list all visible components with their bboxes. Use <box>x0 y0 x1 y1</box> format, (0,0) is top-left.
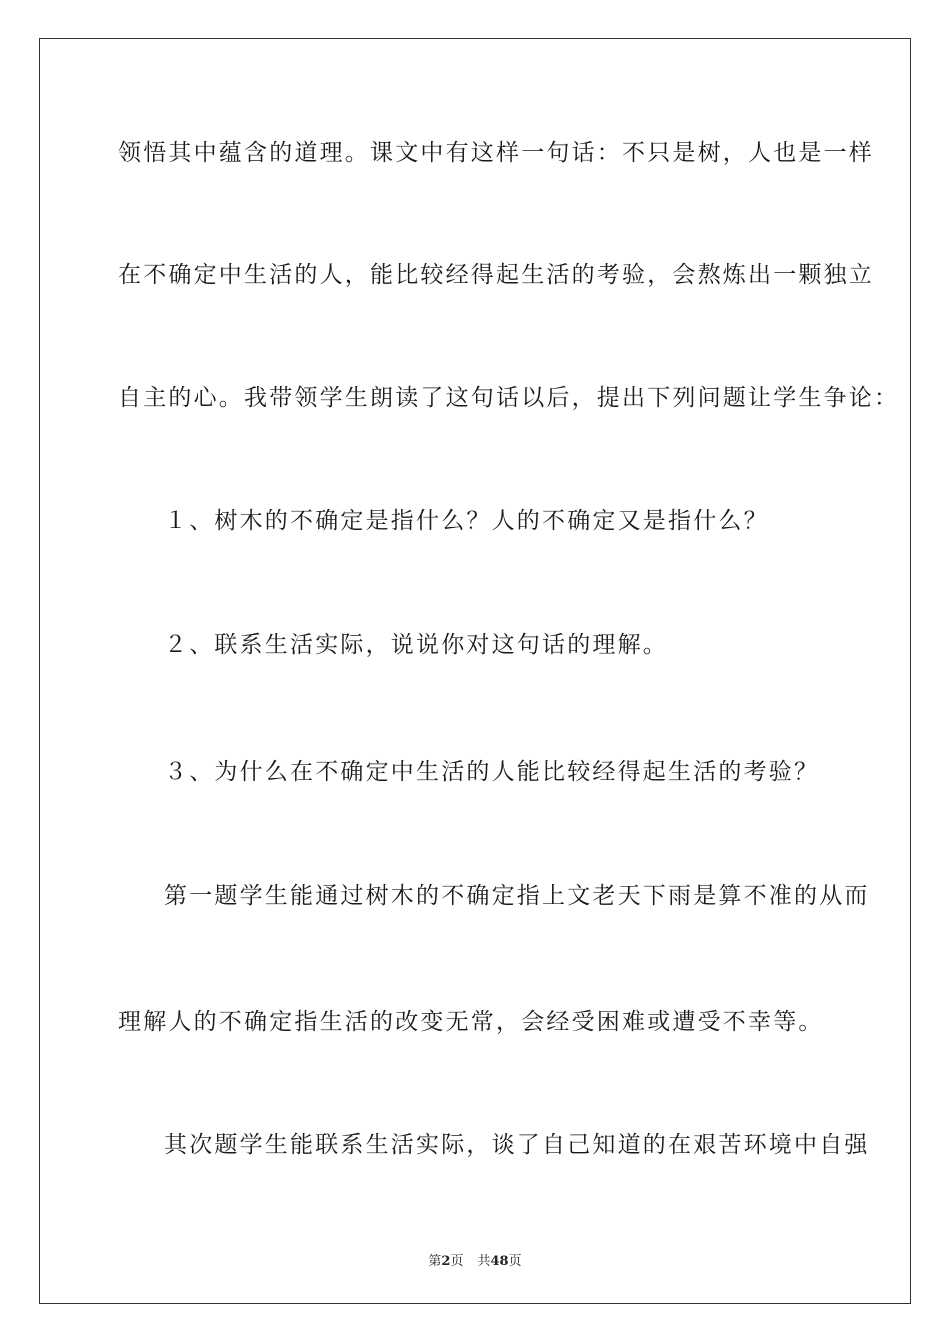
page-number: 2 <box>441 1254 451 1269</box>
page-prefix: 第 <box>428 1254 442 1269</box>
total-pages: 48 <box>490 1254 509 1269</box>
total-prefix: 共 <box>477 1254 491 1269</box>
question-3: ３、为什么在不确定中生活的人能比较经得起生活的考验？ <box>164 759 820 785</box>
text-line-8: 理解人的不确定指生活的改变无常，会经受困难或遭受不幸等。 <box>118 1009 824 1035</box>
page-frame <box>39 38 911 1304</box>
text-line-9: 其次题学生能联系生活实际，谈了自己知道的在艰苦环境中自强 <box>164 1132 870 1158</box>
page-footer <box>0 1250 950 1269</box>
question-2: ２、联系生活实际，说说你对这句话的理解。 <box>164 632 668 658</box>
text-line-2: 在不确定中生活的人，能比较经得起生活的考验，会熬炼出一颗独立 <box>118 262 874 288</box>
text-line-7: 第一题学生能通过树木的不确定指上文老天下雨是算不准的从而 <box>164 883 870 909</box>
total-suffix: 页 <box>508 1254 522 1269</box>
page-suffix: 页 <box>450 1254 464 1269</box>
text-line-1: 领悟其中蕴含的道理。课文中有这样一句话：不只是树，人也是一样 <box>118 140 874 166</box>
text-line-3: 自主的心。我带领学生朗读了这句话以后，提出下列问题让学生争论： <box>118 385 900 411</box>
question-1: １、树木的不确定是指什么？人的不确定又是指什么？ <box>164 508 769 534</box>
